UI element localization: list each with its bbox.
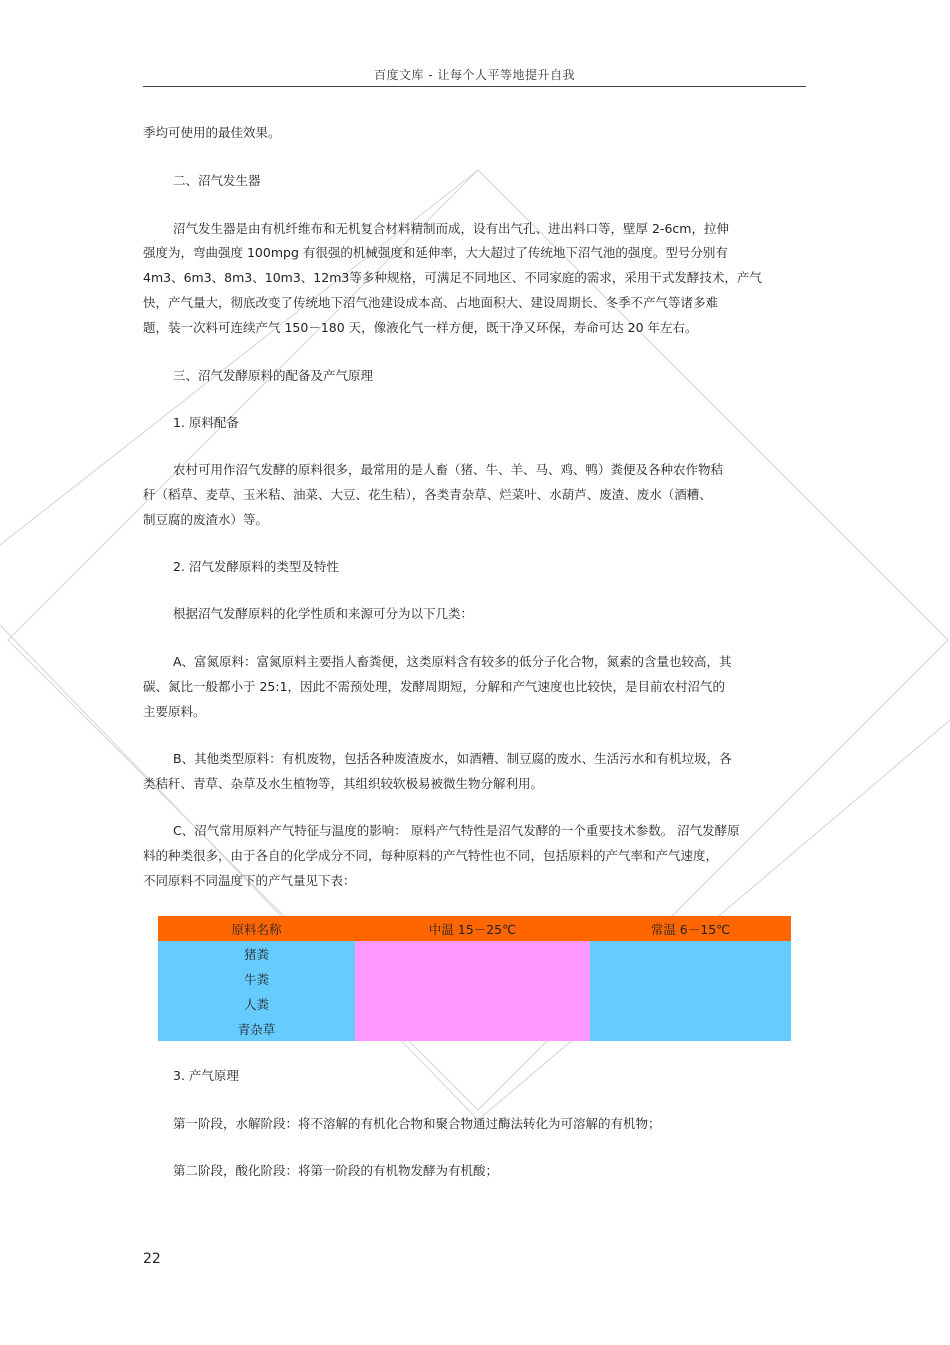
paragraph-line: 强度为，弯曲强度 100mpg 有很强的机械强度和延伸率，大大超过了传统地下沼气池的强度。型号分别有 <box>143 245 728 260</box>
page-header: 百度文库 - 让每个人平等地提升自我 <box>374 68 575 82</box>
paragraph-line: 4m3、6m3、8m3、10m3、12m3等多种规格，可满足不同地区、不同家庭的需求，采用干式发酵技术，产气 <box>143 270 762 285</box>
column-header: 中温 15－25℃ <box>355 916 590 941</box>
paragraph-line: 秆（稻草、麦草、玉米秸、油菜、大豆、花生秸），各类青杂草、烂菜叶、水葫芦、废渣、废水（酒糟、 <box>143 487 712 502</box>
subsection-heading: 1. 原料配备 <box>173 415 239 430</box>
paragraph-line: 制豆腐的废渣水）等。 <box>143 512 269 527</box>
paragraph-line: C、沼气常用原料产气特征与温度的影响： 原料产气特性是沼气发酵的一个重要技术参数。 沼气发酵原 <box>173 823 740 838</box>
gas-yield-table <box>158 916 791 1041</box>
paragraph-line: 碳、氮比一般都小于 25:1，因此不需预处理，发酵周期短，分解和产气速度也比较快，是目前农村沼气的 <box>143 679 726 694</box>
paragraph-line: 第二阶段，酸化阶段：将第一阶段的有机物发酵为有机酸； <box>173 1163 499 1178</box>
paragraph-line: 主要原料。 <box>143 704 206 719</box>
paragraph-line: 料的种类很多，由于各自的化学成分不同，每种原料的产气特性也不同，包括原料的产气率和产气速度， <box>143 848 719 863</box>
table-header-row <box>158 916 791 941</box>
paragraph-line: 不同原料不同温度下的产气量见下表： <box>143 873 356 888</box>
paragraph-line: 根据沼气发酵原料的化学性质和来源可分为以下几类： <box>173 606 474 621</box>
paragraph-line: B、其他类型原料：有机废物，包括各种废渣废水，如酒糟、制豆腐的废水、生活污水和有机垃圾，各 <box>173 751 732 766</box>
paragraph-line: A、富氮原料：富氮原料主要指人畜粪便，这类原料含有较多的低分子化合物，氮素的含量也较高，其 <box>173 654 732 669</box>
section-heading: 二、沼气发生器 <box>173 173 261 188</box>
material-name-cell: 青杂草 <box>158 1016 355 1041</box>
page-number: 22 <box>143 1251 161 1267</box>
subsection-heading: 3. 产气原理 <box>173 1068 239 1083</box>
paragraph-line: 快，产气量大，彻底改变了传统地下沼气池建设成本高、占地面积大、建设周期长、冬季不产气等诸多难 <box>143 295 719 310</box>
column-header: 原料名称 <box>158 916 355 941</box>
paragraph-line: 农村可用作沼气发酵的原料很多，最常用的是人畜（猪、牛、羊、马、鸡、鸭）粪便及各种农作物秸 <box>173 462 724 477</box>
paragraph-line: 类秸秆、青草、杂草及水生植物等，其组织较软极易被微生物分解利用。 <box>143 776 544 791</box>
normal-temp-cell <box>590 941 791 1041</box>
section-heading: 三、沼气发酵原料的配备及产气原理 <box>173 368 374 383</box>
material-name-cell: 猪粪 <box>158 941 355 966</box>
paragraph-line: 第一阶段，水解阶段：将不溶解的有机化合物和聚合物通过酶法转化为可溶解的有机物； <box>173 1116 661 1131</box>
subsection-heading: 2. 沼气发酵原料的类型及特性 <box>173 559 339 574</box>
material-name-cell: 牛粪 <box>158 966 355 991</box>
paragraph-line: 季均可使用的最佳效果。 <box>143 125 281 140</box>
table-row <box>158 941 791 966</box>
medium-temp-cell <box>355 941 590 1041</box>
material-name-cell: 人粪 <box>158 991 355 1016</box>
column-header: 常温 6－15℃ <box>590 916 791 941</box>
paragraph-line: 沼气发生器是由有机纤维布和无机复合材料精制而成，设有出气孔、进出料口等，壁厚 2-6cm，拉伸 <box>173 221 729 236</box>
paragraph-line: 题，装一次料可连续产气 150－180 天，像液化气一样方便，既干净又环保，寿命可达 20 年左右。 <box>143 320 698 335</box>
header-rule <box>143 86 806 87</box>
